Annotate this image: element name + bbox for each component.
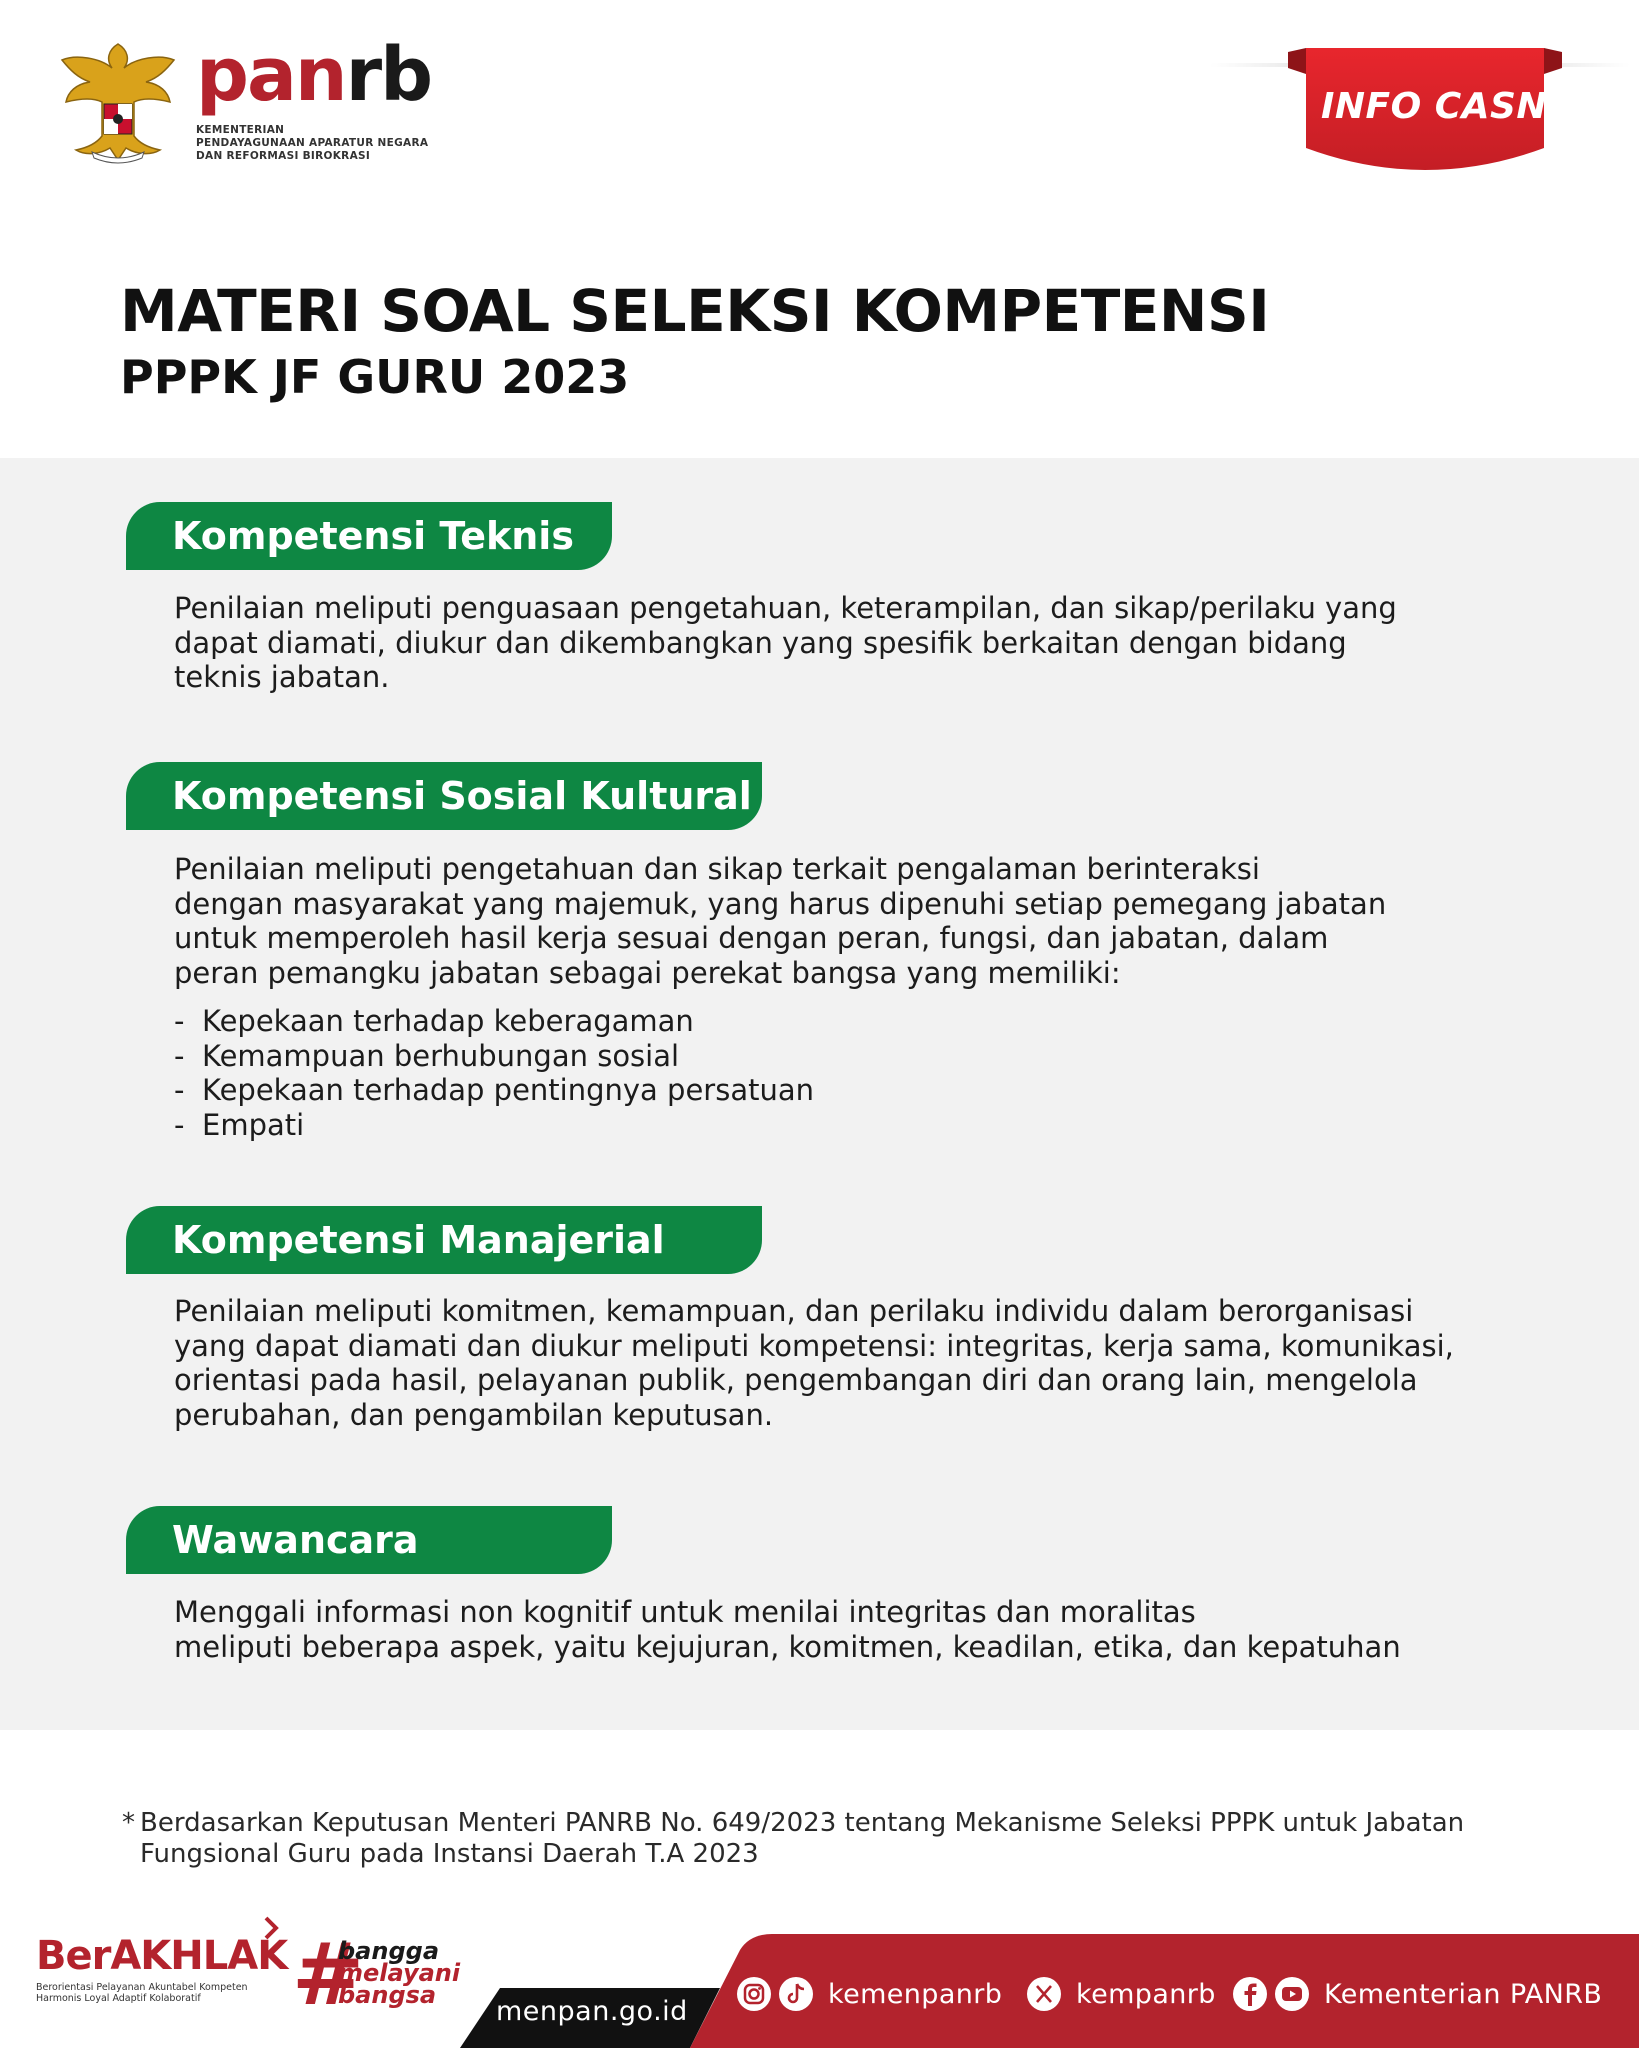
berakhlak-tagline-line: Berorientasi Pelayanan Akuntabel Kompeten [36,1982,248,1993]
dash-bullet: - [174,1004,185,1038]
list-item-text: Empati [202,1107,305,1142]
facebook-icon[interactable] [1232,1976,1268,2012]
garuda-emblem-icon [56,40,180,170]
section-heading-teknis: Kompetensi Teknis [126,502,612,570]
list-item-text: Kemampuan berhubungan sosial [202,1038,680,1073]
footnote [122,1808,1542,1870]
instagram-icon[interactable] [736,1976,772,2012]
facebook-youtube-handle[interactable]: Kementerian PANRB [1324,1978,1603,2010]
section-heading-sosial-kultural: Kompetensi Sosial Kultural [126,762,762,830]
dash-bullet: - [174,1107,185,1142]
website-link[interactable]: menpan.go.id [496,1996,688,2027]
section-body-sosial-kultural: Penilaian meliputi pengetahuan dan sikap terkait pengalaman berinteraksi dengan masyarakat yang majemuk, yang harus dipenuhi setiap pemegang jabatan untuk memperoleh hasil kerja sesuai dengan peran, fungsi, dan jabatan, dalam peran pemangku jabatan sebagai perekat bangsa yang memiliki: [174,852,1387,990]
footnote-text: Berdasarkan Keputusan Menteri PANRB No. 649/2023 tentang Mekanisme Seleksi PPPK untuk Jabatan Fungsional Guru pada Instansi Daerah T.A 2023 [140,1808,1465,1869]
berakhlak-logo [36,1933,288,2004]
section-heading-manajerial: Kompetensi Manajerial [126,1206,762,1274]
section-body-manajerial: Penilaian meliputi komitmen, kemampuan, dan perilaku individu dalam berorganisasi yang dapat diamati dan diukur meliputi kompetensi: integritas, kerja sama, komunikasi, orientasi pada hasil, pelayanan publik, pengembangan diri dan orang lain, mengelola perubahan, dan pengambilan keputusan. [174,1294,1454,1432]
list-item [174,1004,814,1039]
dash-bullet: - [174,1073,185,1107]
x-handle[interactable]: kempanrb [1076,1978,1216,2010]
list-item-text: Kepekaan terhadap pentingnya persatuan [202,1073,815,1107]
section-body-teknis: Penilaian meliputi penguasaan pengetahuan, keterampilan, dan sikap/perilaku yang dapat diamati, diukur dan dikembangkan yang spesifik berkaitan dengan bidang teknis jabatan. [174,591,1397,694]
social-x[interactable] [1026,1976,1216,2012]
brand-subtitle [196,124,431,163]
list-item [174,1039,814,1074]
bangga-line: bangga [338,1937,440,1965]
brand-sub-line: DAN REFORMASI BIROKRASI [196,150,371,162]
social-instagram-tiktok[interactable] [736,1976,1002,2012]
page-title: MATERI SOAL SELEKSI KOMPETENSI [120,277,1270,345]
sosial-kultural-list [174,1004,814,1142]
bangga-line: melayani [338,1959,461,1987]
brand-sub-line: PENDAYAGUNAAN APARATUR NEGARA [196,137,429,149]
bangga-melayani-bangsa-logo [292,1925,462,2025]
berakhlak-wordmark: BerAKHLAK [36,1933,288,1979]
brand-rb: rb [345,32,432,118]
x-icon[interactable] [1026,1976,1062,2012]
tiktok-icon[interactable] [778,1976,814,2012]
section-heading-wawancara: Wawancara [126,1506,612,1574]
list-item-text: Kepekaan terhadap keberagaman [202,1004,694,1038]
brand-sub-line: KEMENTERIAN [196,124,285,136]
instagram-handle[interactable]: kemenpanrb [828,1978,1003,2010]
berakhlak-tagline-line: Harmonis Loyal Adaptif Kolaboratif [36,1993,201,2004]
brand-pan: pan [196,32,346,118]
list-item [174,1073,814,1108]
page-subtitle: PPPK JF GURU 2023 [120,350,630,404]
footnote-marker: * [122,1808,135,1838]
dash-bullet: - [174,1038,185,1073]
youtube-icon[interactable] [1274,1976,1310,2012]
list-item [174,1108,814,1143]
chevron-right-icon [252,1916,290,1946]
hashtag-mark: # [292,1925,365,2025]
panrb-logo [196,32,432,163]
brand-wordmark [196,32,432,118]
section-body-wawancara: Menggali informasi non kognitif untuk menilai integritas dan moralitas meliputi beberapa aspek, yaitu kejujuran, komitmen, keadilan, etika, dan kepatuhan [174,1595,1401,1664]
ribbon-label: INFO CASN [1320,86,1548,127]
bangga-line: bangsa [338,1981,437,2009]
social-facebook-youtube[interactable] [1232,1976,1602,2012]
berakhlak-tagline [36,1982,287,2004]
